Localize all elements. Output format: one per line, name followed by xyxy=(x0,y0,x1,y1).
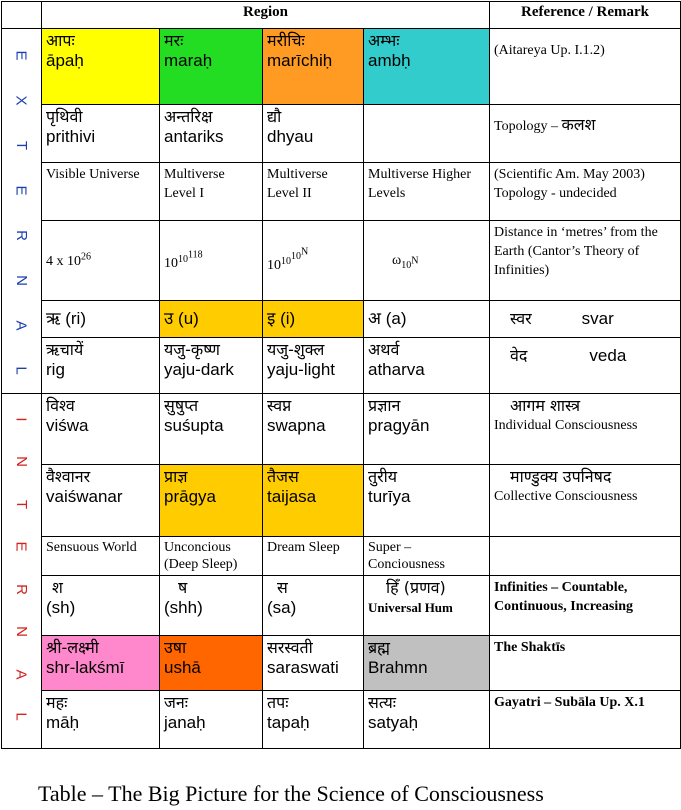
internal-letter: N xyxy=(13,456,30,468)
corner-cell xyxy=(2,2,42,29)
external-letter: E xyxy=(12,185,30,196)
cell-tapah: तपः tapaḥ xyxy=(263,691,364,749)
cell-vaiswanar: वैश्वानर vaiśwanar xyxy=(42,465,160,537)
cell-pragya: प्राज्ञ prāgya xyxy=(160,465,263,537)
cell-unconcious: Unconcious (Deep Sleep) xyxy=(160,537,263,576)
cell-viswa: विश्व viśwa xyxy=(42,394,160,465)
external-letter: L xyxy=(13,366,30,375)
ref-gayatri: Gayatri – Subāla Up. X.1 xyxy=(490,691,681,749)
external-letter: R xyxy=(13,230,30,241)
cell-prithivi: पृथिवी prithivi xyxy=(42,105,160,162)
cell-susupta: सुषुप्त suśupta xyxy=(160,394,263,465)
cell-pragyan: प्रज्ञान pragyān xyxy=(364,394,490,465)
table-row xyxy=(2,537,681,576)
ref-topology-kalash: Topology – कलश xyxy=(490,105,681,162)
external-letter: X xyxy=(12,95,30,106)
cell-atharva: अथर्व atharva xyxy=(364,337,490,393)
ref-empty xyxy=(490,537,681,576)
region-header: Region xyxy=(42,2,490,29)
internal-side-label xyxy=(2,394,42,749)
cell-dream-sleep: Dream Sleep xyxy=(263,537,364,576)
internal-letter: R xyxy=(13,583,30,595)
cell-shh: ष (shh) xyxy=(160,576,263,636)
external-letter: N xyxy=(13,275,30,286)
ref-infinities: Infinities – Countable, Continuous, Increasing xyxy=(490,576,681,636)
cell-shri-lakshmi: श्री-लक्ष्मी shr-lakśmī xyxy=(42,636,160,691)
cell-sa: स (sa) xyxy=(263,576,364,636)
cell-sh: श (sh) xyxy=(42,576,160,636)
cell-multiverse-1: Multiverse Level I xyxy=(160,162,263,220)
cell-multiverse-higher: Multiverse Higher Levels xyxy=(364,162,490,220)
cell-ri: ऋ (ri) xyxy=(42,301,160,337)
internal-letter: T xyxy=(12,499,30,509)
table-row xyxy=(2,691,681,749)
internal-letter: I xyxy=(12,417,30,422)
table-row xyxy=(2,465,681,537)
header-row xyxy=(2,2,681,29)
table-row xyxy=(2,636,681,691)
cell-turiya: तुरीय turīya xyxy=(364,465,490,537)
cell-mah: महः māḥ xyxy=(42,691,160,749)
cell-multiverse-2: Multiverse Level II xyxy=(263,162,364,220)
cell-visible-universe: Visible Universe xyxy=(42,162,160,220)
internal-letter: L xyxy=(13,712,30,721)
ref-aitareya: (Aitareya Up. I.1.2) xyxy=(490,29,681,105)
table-row xyxy=(2,576,681,636)
external-letter: T xyxy=(12,140,30,151)
consciousness-table xyxy=(1,1,681,749)
cell-ambh: अम्भः ambḥ xyxy=(364,29,490,105)
ref-mandukya: माण्डुक्य उपनिषद Collective Consciousness xyxy=(490,465,681,537)
ref-agam-shastra: आगम शास्त्र Individual Consciousness xyxy=(490,394,681,465)
cell-apah: आपः āpaḥ xyxy=(42,29,160,105)
cell-antariks: अन्तरिक्ष antariks xyxy=(160,105,263,162)
cell-satyah: सत्यः satyaḥ xyxy=(364,691,490,749)
cell-distance-higher: $\omega_{10^N}$ xyxy=(364,221,490,301)
cell-empty xyxy=(364,105,490,162)
table-row xyxy=(2,162,681,220)
internal-letter: N xyxy=(13,626,30,638)
cell-u: उ (u) xyxy=(160,301,263,337)
ref-svar: स्वर svar xyxy=(490,301,681,337)
cell-janah: जनः janaḥ xyxy=(160,691,263,749)
cell-taijasa: तैजस taijasa xyxy=(263,465,364,537)
ref-veda: वेद veda xyxy=(490,337,681,393)
cell-a: अ (a) xyxy=(364,301,490,337)
table-row xyxy=(2,105,681,162)
cell-universal-hum: हिँ (प्रणव) Universal Hum xyxy=(364,576,490,636)
cell-distance-visible: 4 x $10^{26}$ xyxy=(42,221,160,301)
cell-rig: ऋचायें rig xyxy=(42,337,160,393)
table-row xyxy=(2,394,681,465)
table-caption: Table – The Big Picture for the Science of Consciousness xyxy=(38,781,544,806)
cell-swapna: स्वप्न swapna xyxy=(263,394,364,465)
ref-shaktis: The Shaktīs xyxy=(490,636,681,691)
table-row xyxy=(2,301,681,337)
cell-i: इ (i) xyxy=(263,301,364,337)
cell-distance-level2: $10^{10^{10^N}}$ xyxy=(263,221,364,301)
cell-marah: मरः maraḥ xyxy=(160,29,263,105)
cell-yaju-dark: यजु-कृष्ण yaju-dark xyxy=(160,337,263,393)
external-letter: A xyxy=(12,320,30,331)
reference-header: Reference / Remark xyxy=(490,2,681,29)
table-row xyxy=(2,221,681,301)
ref-scientific-am: (Scientific Am. May 2003) Topology - undecided xyxy=(490,162,681,220)
cell-super-conciousness: Super – Conciousness xyxy=(364,537,490,576)
internal-letter: A xyxy=(12,669,30,680)
cell-usha: उषा ushā xyxy=(160,636,263,691)
cell-yaju-light: यजु-शुक्ल yaju-light xyxy=(263,337,364,393)
cell-marichih: मरीचिः marīchiḥ xyxy=(263,29,364,105)
external-side-label xyxy=(2,29,42,394)
cell-distance-level1: $10^{10^{118}}$ xyxy=(160,221,263,301)
external-letter: E xyxy=(12,50,30,61)
cell-brahmn: ब्रह्म Brahmn xyxy=(364,636,490,691)
cell-dhyau: द्यौ dhyau xyxy=(263,105,364,162)
cell-saraswati: सरस्वती saraswati xyxy=(263,636,364,691)
ref-distance-metres: Distance in ‘metres’ from the Earth (Cantor’s Theory of Infinities) xyxy=(490,221,681,301)
internal-letter: E xyxy=(12,541,30,552)
table-row xyxy=(2,29,681,105)
cell-sensuous-world: Sensuous World xyxy=(42,537,160,576)
table-row xyxy=(2,337,681,393)
